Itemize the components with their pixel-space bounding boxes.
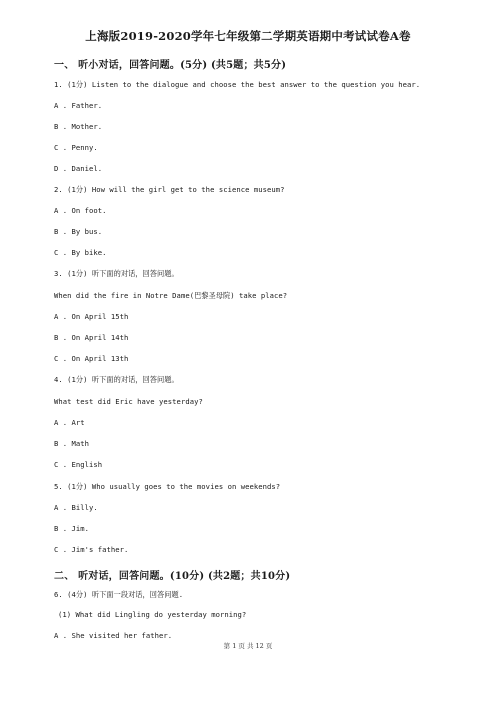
option-2a: A . On foot. — [54, 206, 107, 215]
option-1a: A . Father. — [54, 101, 103, 110]
question-4: 4. (1分) 听下面的对话，回答问题。 — [54, 375, 179, 384]
option-4b: B . Math — [54, 439, 90, 448]
question-1: 1. (1分) Listen to the dialogue and choose the best answer to the question you hear. — [54, 80, 421, 89]
question-3-stem: When did the fire in Notre Dame(巴黎圣母院) take place? — [54, 291, 288, 300]
question-2: 2. (1分) How will the girl get to the science museum? — [54, 185, 285, 194]
option-3a: A . On April 15th — [54, 312, 129, 321]
option-5c: C . Jim's father. — [54, 545, 129, 554]
option-1c: C . Penny. — [54, 143, 98, 152]
option-2b: B . By bus. — [54, 227, 103, 236]
question-6-sub-1: (1) What did Lingling do yesterday morning? — [58, 610, 247, 619]
question-3: 3. (1分) 听下面的对话，回答问题。 — [54, 269, 179, 278]
page-title: 上海版2019-2020学年七年级第二学期英语期中考试试卷A卷 — [85, 29, 411, 43]
option-4a: A . Art — [54, 418, 85, 427]
option-5a: A . Billy. — [54, 503, 98, 512]
section-heading-1: 一、 听小对话，回答问题。(5分) (共5题；共5分) — [54, 60, 287, 71]
question-4-stem: What test did Eric have yesterday? — [54, 397, 203, 406]
option-1d: D . Daniel. — [54, 164, 103, 173]
option-3c: C . On April 13th — [54, 354, 129, 363]
question-5: 5. (1分) Who usually goes to the movies on weekends? — [54, 482, 281, 491]
page-footer: 第 1 页 共 12 页 — [223, 642, 273, 650]
option-3b: B . On April 14th — [54, 333, 129, 342]
option-5b: B . Jim. — [54, 524, 90, 533]
option-1b: B . Mother. — [54, 122, 103, 131]
question-6: 6. (4分) 听下面一段对话，回答问题. — [54, 590, 184, 599]
option-4c: C . English — [54, 460, 103, 469]
option-6-1a: A . She visited her father. — [54, 631, 173, 640]
section-heading-2: 二、 听对话，回答问题。(10分) (共2题；共10分) — [54, 571, 291, 582]
option-2c: C . By bike. — [54, 248, 107, 257]
